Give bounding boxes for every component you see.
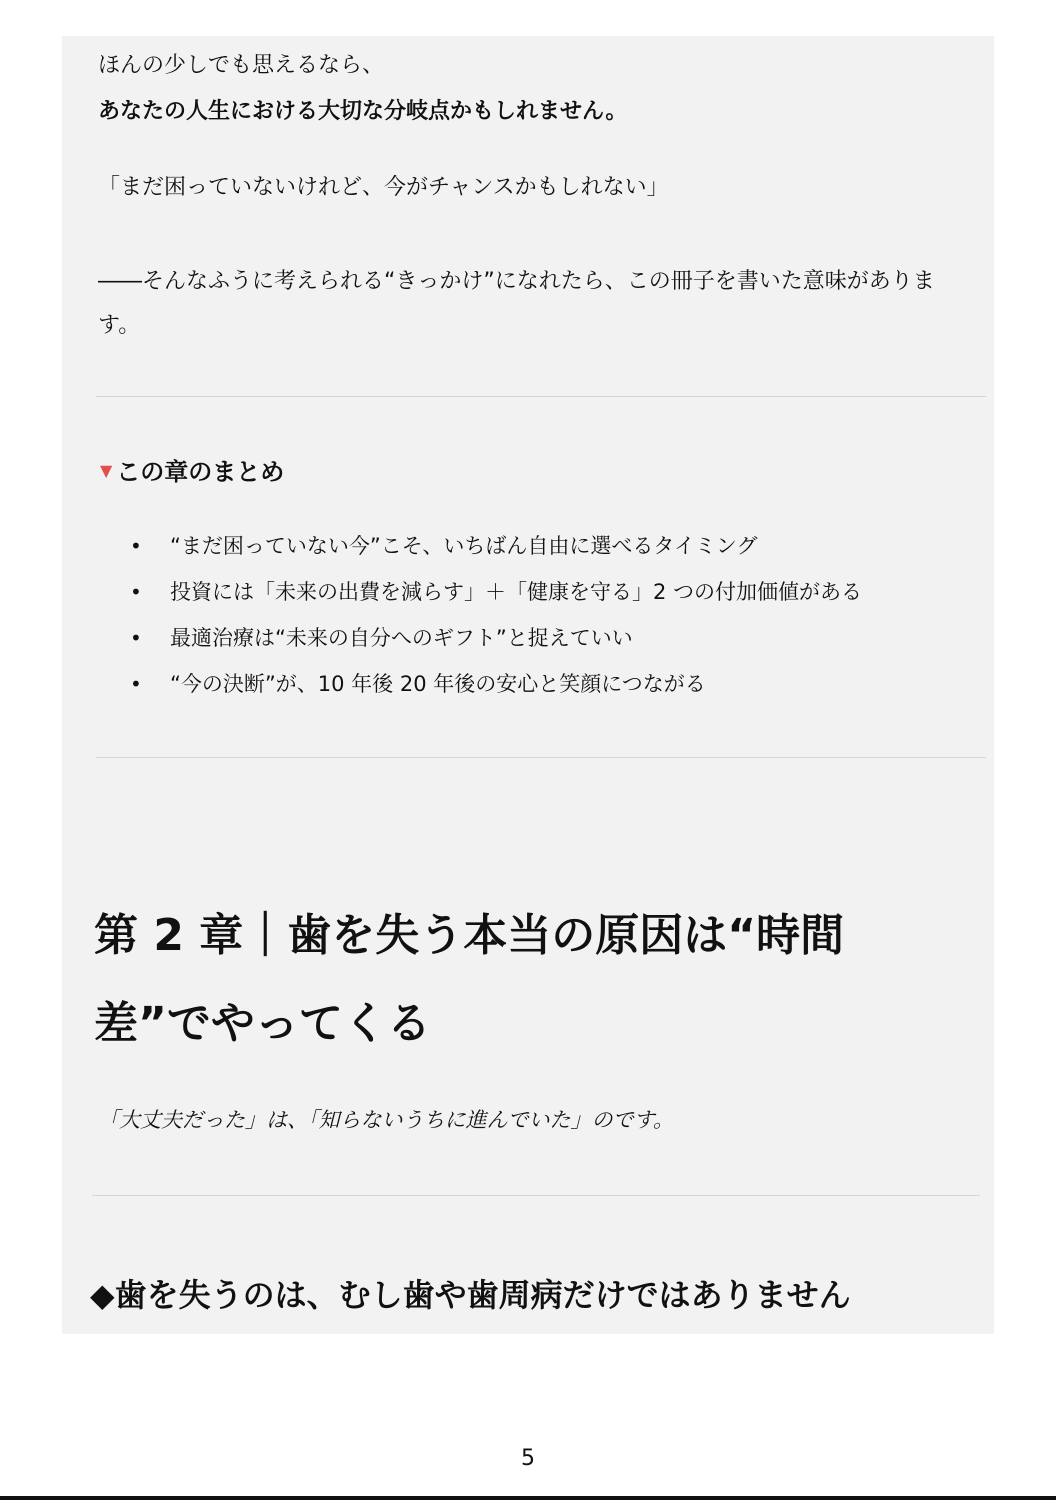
triangle-marker-icon: ▼ [100, 461, 113, 480]
chapter-title: 第 2 章｜歯を失う本当の原因は“時間差”でやってくる [94, 910, 845, 1049]
summary-heading [100, 452, 284, 487]
list-item: • 投資には「未来の出費を減らす」＋「健康を守る」2 つの付加価値がある [130, 574, 862, 620]
summary-title-text: この章のまとめ [116, 458, 285, 486]
quote-text: 「まだ困っていないけれど、今がチャンスかもしれない」 [98, 175, 669, 200]
chapter-subtitle: 「大丈夫だった」は、「知らないうちに進んでいた」のです。 [98, 1108, 674, 1132]
closing-line-1: ――そんなふうに考えられる“きっかけ”になれたら、この冊子を書いた意味がありま [98, 269, 935, 294]
divider [96, 396, 986, 397]
paragraph-emphasis: あなたの人生における大切な分岐点かもしれません。 [98, 99, 628, 124]
list-item: • “まだ困っていない今”こそ、いちばん自由に選べるタイミング [130, 528, 862, 574]
paragraph-intro: ほんの少しでも思えるなら、 [98, 53, 385, 78]
section-heading: ◆歯を失うのは、むし歯や歯周病だけではありません [90, 1276, 851, 1314]
list-item: • 最適治療は“未来の自分へのギフト”と捉えていい [130, 620, 862, 666]
closing-line-2: す。 [98, 313, 141, 338]
page-number: 5 [521, 1446, 535, 1471]
bottom-border [0, 1496, 1056, 1500]
divider [92, 1195, 980, 1196]
divider [96, 757, 986, 758]
summary-list [130, 528, 862, 712]
list-item: • “今の決断”が、10 年後 20 年後の安心と笑顔につながる [130, 666, 862, 712]
